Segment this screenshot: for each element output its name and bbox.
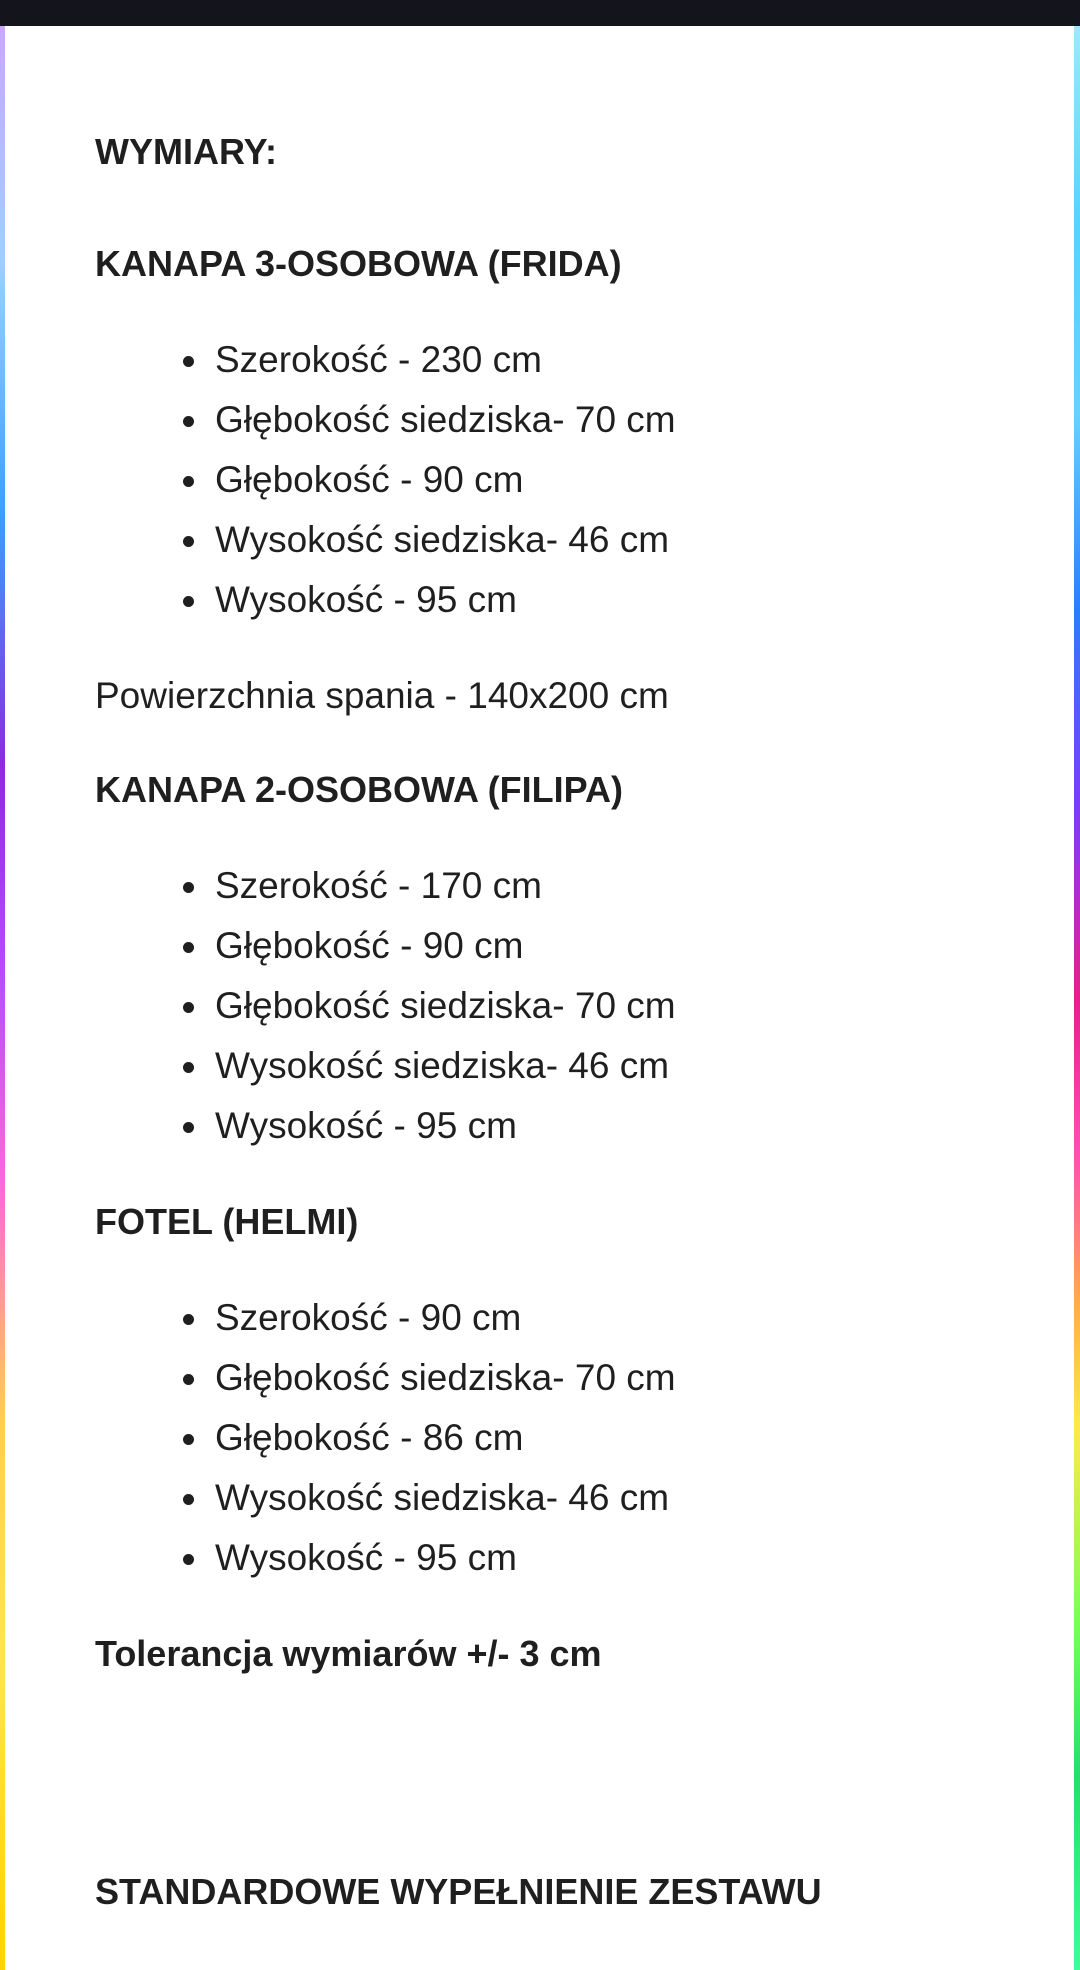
dimensions-title: WYMIARY: (95, 131, 277, 172)
list-item: Głębokość - 90 cm (215, 916, 676, 976)
list-item: Wysokość - 95 cm (215, 1528, 676, 1588)
list-item: Wysokość siedziska- 46 cm (215, 1036, 676, 1096)
tolerance-note: Tolerancja wymiarów +/- 3 cm (95, 1633, 602, 1674)
list-item: Głębokość siedziska- 70 cm (215, 976, 676, 1036)
list-item: Głębokość siedziska- 70 cm (215, 390, 676, 450)
section-heading-helmi: FOTEL (HELMI) (95, 1201, 359, 1242)
list-item: Wysokość - 95 cm (215, 570, 676, 630)
left-edge-glow (0, 26, 5, 1970)
section-heading-standard-filling: STANDARDOWE WYPEŁNIENIE ZESTAWU (95, 1871, 822, 1912)
list-item: Głębokość - 86 cm (215, 1408, 676, 1468)
list-item: Wysokość siedziska- 46 cm (215, 510, 676, 570)
list-item: Szerokość - 90 cm (215, 1288, 676, 1348)
list-item: Wysokość siedziska- 46 cm (215, 1468, 676, 1528)
sleeping-area-note: Powierzchnia spania - 140x200 cm (95, 675, 669, 716)
spec-list-helmi (95, 1288, 676, 1588)
top-status-bar (0, 0, 1080, 26)
section-heading-frida: KANAPA 3-OSOBOWA (FRIDA) (95, 243, 622, 284)
list-item: Głębokość siedziska- 70 cm (215, 1348, 676, 1408)
list-item: Głębokość - 90 cm (215, 450, 676, 510)
list-item: Szerokość - 230 cm (215, 330, 676, 390)
spec-list-filipa (95, 856, 676, 1156)
list-item: Wysokość - 95 cm (215, 1096, 676, 1156)
list-item: Szerokość - 170 cm (215, 856, 676, 916)
right-edge-glow (1074, 26, 1080, 1970)
section-heading-filipa: KANAPA 2-OSOBOWA (FILIPA) (95, 769, 623, 810)
spec-list-frida (95, 330, 676, 630)
